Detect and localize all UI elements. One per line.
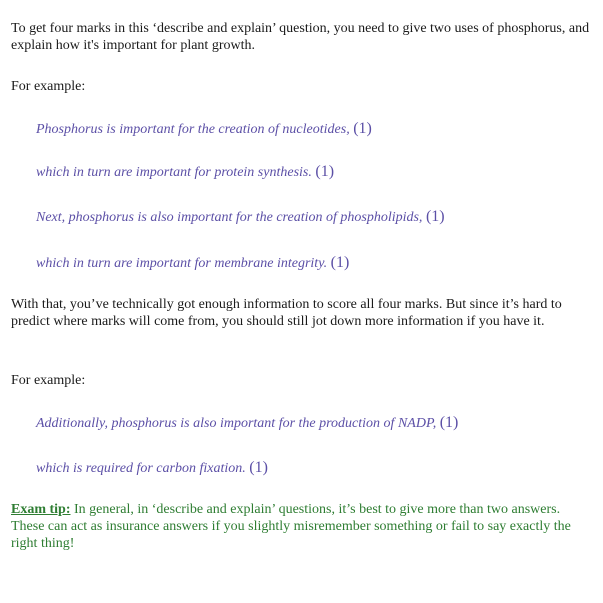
- example-line-5: [36, 413, 596, 434]
- example-line-4: [36, 253, 596, 274]
- example-text: which is required for carbon fixation.: [36, 461, 246, 476]
- intro-paragraph: To get four marks in this ‘describe and explain’ question, you need to give two uses of phosphorus, and explain how it's important for plant growth.: [11, 21, 590, 53]
- exam-tip-label: Exam tip:: [11, 502, 71, 517]
- example-heading-2: For example:: [11, 373, 86, 388]
- mark-label: (1): [330, 254, 350, 271]
- mark-label: (1): [315, 163, 335, 180]
- example-line-2: [36, 162, 596, 183]
- example-text: Next, phosphorus is also important for the creation of phospholipids,: [36, 210, 423, 225]
- exam-tip: [11, 501, 596, 552]
- example-text: which in turn are important for protein synthesis.: [36, 165, 312, 180]
- example-text: Additionally, phosphorus is also important for the production of NADP,: [36, 416, 437, 431]
- exam-tip-text: In general, in ‘describe and explain’ questions, it’s best to give more than two answers. These can act as insurance answers if you slightly misremember something or fail to say exactly the right thing!: [11, 502, 571, 551]
- example-text: Phosphorus is important for the creation of nucleotides,: [36, 122, 350, 137]
- example-line-1: [36, 119, 596, 140]
- mark-label: (1): [425, 208, 445, 225]
- example-line-3: [36, 207, 596, 228]
- mark-label: (1): [353, 120, 372, 137]
- example-line-6: [36, 458, 596, 479]
- example-heading-1: For example:: [11, 79, 86, 94]
- mark-label: (1): [249, 459, 268, 476]
- example-text: which in turn are important for membrane integrity.: [36, 256, 328, 271]
- middle-paragraph: With that, you’ve technically got enough information to score all four marks. But since it’s hard to predict where marks will come from, you should still jot down more information if you have it.: [11, 297, 562, 329]
- mark-label: (1): [439, 414, 459, 431]
